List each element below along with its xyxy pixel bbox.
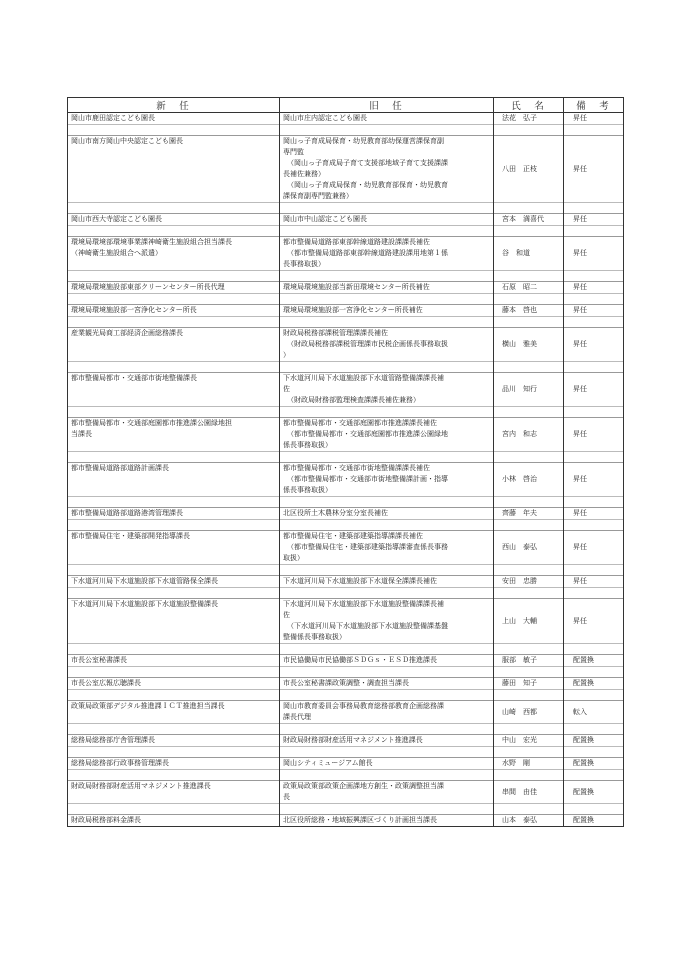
old-position-line: （都市整備局道路部東部幹線道路建設課用地第１係	[287, 249, 448, 257]
cell-new-position	[68, 815, 280, 827]
new-position-line: 産業観光局商工部経済企画総務課長	[71, 329, 183, 337]
spacer-cell	[494, 747, 564, 758]
spacer-cell	[68, 203, 280, 214]
old-position-line: 都市整備局住宅・建築部建築指導課課長補佐	[283, 532, 423, 540]
old-position-line: 岡山市教育委員会事務局教育総務部教育企画総務課	[283, 702, 444, 710]
cell-new-position	[68, 463, 280, 497]
old-position-line: （都市整備局住宅・建築部建築指導課審査係長事務	[287, 543, 448, 551]
spacer-cell	[280, 407, 494, 418]
old-position-line: 課保育副専門監兼務）	[283, 192, 353, 200]
header-name: 氏 名	[494, 98, 564, 113]
spacer-cell	[564, 724, 624, 735]
new-position-line: 環境局環境施設部一宮浄化センター所長	[71, 306, 197, 314]
cell-new-position	[68, 113, 280, 125]
spacer-cell	[68, 271, 280, 282]
table-row	[68, 463, 624, 497]
header-row	[68, 98, 624, 113]
spacer-cell	[494, 644, 564, 655]
spacer-row	[68, 203, 624, 214]
cell-person-name: 西山 泰弘	[494, 531, 564, 565]
old-position-line: ）	[283, 351, 290, 359]
table-row	[68, 531, 624, 565]
spacer-cell	[280, 226, 494, 237]
cell-remark: 昇任	[564, 576, 624, 588]
spacer-cell	[494, 804, 564, 815]
new-position-line: 都市整備局都市・交通部市街地整備課長	[71, 374, 197, 382]
spacer-cell	[564, 588, 624, 599]
spacer-cell	[494, 565, 564, 576]
table-row	[68, 735, 624, 747]
spacer-row	[68, 644, 624, 655]
new-position-line: 政策局政策部デジタル推進課ＩＣＴ推進担当課長	[71, 702, 225, 710]
spacer-row	[68, 226, 624, 237]
old-position-line: 岡山市庄内認定こども園長	[283, 114, 367, 122]
spacer-cell	[564, 690, 624, 701]
cell-person-name: 宮本 満喜代	[494, 214, 564, 226]
new-position-line: 岡山市鹿田認定こども園長	[71, 114, 155, 122]
new-position-line: 都市整備局道路部道路計画課長	[71, 464, 169, 472]
new-position-line: 岡山市西大寺認定こども園長	[71, 215, 162, 223]
spacer-cell	[494, 294, 564, 305]
cell-person-name: 藤本 啓也	[494, 305, 564, 317]
spacer-cell	[68, 520, 280, 531]
spacer-cell	[68, 804, 280, 815]
spacer-cell	[280, 520, 494, 531]
new-position-line: 市長公室秘書課長	[71, 656, 127, 664]
table-row	[68, 508, 624, 520]
spacer-cell	[564, 497, 624, 508]
cell-old-position	[280, 113, 494, 125]
cell-old-position	[280, 282, 494, 294]
spacer-cell	[564, 770, 624, 781]
cell-remark: 昇任	[564, 328, 624, 362]
spacer-cell	[564, 667, 624, 678]
table-row	[68, 701, 624, 724]
spacer-cell	[564, 452, 624, 463]
cell-old-position	[280, 418, 494, 452]
old-position-line: 佐	[283, 611, 290, 619]
old-position-line: （都市整備局都市・交通部市街地整備課計画・指導	[287, 475, 448, 483]
cell-new-position	[68, 599, 280, 644]
table-row	[68, 328, 624, 362]
cell-new-position	[68, 418, 280, 452]
old-position-line: 専門監	[283, 148, 304, 156]
spacer-cell	[68, 690, 280, 701]
new-position-line: 財政局税務部料金課長	[71, 816, 141, 824]
spacer-cell	[280, 452, 494, 463]
old-position-line: 政策局政策部政策企画課地方創生・政策調整担当課	[283, 782, 444, 790]
spacer-row	[68, 294, 624, 305]
old-position-line: （岡山っ子育成局子育て支援部地域子育て支援課課	[287, 159, 448, 167]
new-position-line: 市長公室広報広聴課長	[71, 679, 141, 687]
old-position-line: 都市整備局都市・交通部市街地整備課課長補佐	[283, 464, 430, 472]
spacer-cell	[280, 644, 494, 655]
cell-person-name: 串間 由佳	[494, 781, 564, 804]
old-position-line: 岡山っ子育成局保育・幼児教育部幼保運営課保育副	[283, 137, 444, 145]
old-position-line: 佐	[283, 385, 290, 393]
spacer-cell	[68, 125, 280, 136]
spacer-cell	[494, 407, 564, 418]
new-position-line: 当課長	[71, 430, 92, 438]
old-position-line: 係長事務取扱）	[283, 441, 332, 449]
table-row	[68, 282, 624, 294]
old-position-line: 環境局環境施設部一宮浄化センター所長補佐	[283, 306, 423, 314]
table-body	[68, 113, 624, 827]
header-old: 旧 任	[280, 98, 494, 113]
spacer-cell	[280, 747, 494, 758]
cell-remark: 配置換	[564, 735, 624, 747]
new-position-line: 都市整備局住宅・建築部開発指導課長	[71, 532, 190, 540]
cell-new-position	[68, 508, 280, 520]
table-row	[68, 113, 624, 125]
cell-old-position	[280, 305, 494, 317]
spacer-cell	[494, 203, 564, 214]
cell-person-name: 法花 弘子	[494, 113, 564, 125]
spacer-cell	[494, 226, 564, 237]
personnel-table	[67, 97, 624, 827]
new-position-line: （神崎衛生施設組合へ派遣）	[71, 249, 162, 257]
old-position-line: 係長事務取扱）	[283, 486, 332, 494]
spacer-row	[68, 497, 624, 508]
old-position-line: 下水道河川局下水道施設部下水道保全課課長補佐	[283, 577, 437, 585]
old-position-line: 下水道河川局下水道施設部下水道施設整備課課長補	[283, 600, 444, 608]
cell-person-name: 谷 和道	[494, 237, 564, 271]
spacer-cell	[564, 203, 624, 214]
spacer-cell	[280, 497, 494, 508]
spacer-row	[68, 407, 624, 418]
old-position-line: （財政局財務部監理検査課課長補佐兼務）	[287, 396, 420, 404]
old-position-line: 市民協働局市民協働部ＳＤＧｓ・ＥＳＤ推進課長	[283, 656, 437, 664]
spacer-cell	[280, 724, 494, 735]
spacer-cell	[68, 294, 280, 305]
spacer-cell	[494, 520, 564, 531]
old-position-line: 岡山シティミュージアム館長	[283, 759, 373, 767]
cell-remark: 昇任	[564, 531, 624, 565]
cell-person-name: 水野 剛	[494, 758, 564, 770]
cell-remark: 配置換	[564, 655, 624, 667]
old-position-line: 北区役所総務・地域振興課区づくり計画担当課長	[283, 816, 437, 824]
header-note: 備 考	[564, 98, 624, 113]
old-position-line: 岡山市中山認定こども園長	[283, 215, 367, 223]
table-row	[68, 599, 624, 644]
cell-old-position	[280, 214, 494, 226]
cell-remark: 昇任	[564, 113, 624, 125]
table-row	[68, 136, 624, 203]
cell-remark: 昇任	[564, 599, 624, 644]
cell-remark: 昇任	[564, 282, 624, 294]
cell-remark: 昇任	[564, 463, 624, 497]
cell-new-position	[68, 655, 280, 667]
cell-remark: 昇任	[564, 418, 624, 452]
cell-person-name: 山崎 西都	[494, 701, 564, 724]
table-row	[68, 655, 624, 667]
cell-remark: 昇任	[564, 305, 624, 317]
spacer-cell	[280, 565, 494, 576]
new-position-line: 都市整備局都市・交通部庭園都市推進課公園緑地担	[71, 419, 232, 427]
old-position-line: 長	[283, 793, 290, 801]
spacer-cell	[280, 667, 494, 678]
spacer-cell	[280, 770, 494, 781]
old-position-line: （下水道河川局下水道施設部下水道施設整備課基盤	[287, 622, 448, 630]
spacer-cell	[564, 520, 624, 531]
old-position-line: 財政局税務部課税管理課課長補佐	[283, 329, 388, 337]
spacer-cell	[564, 407, 624, 418]
cell-old-position	[280, 373, 494, 407]
spacer-row	[68, 565, 624, 576]
old-position-line: 整備係長事務取扱）	[283, 633, 346, 641]
cell-old-position	[280, 758, 494, 770]
spacer-cell	[68, 407, 280, 418]
table-row	[68, 305, 624, 317]
spacer-row	[68, 667, 624, 678]
cell-new-position	[68, 328, 280, 362]
cell-remark: 配置換	[564, 781, 624, 804]
spacer-cell	[68, 452, 280, 463]
cell-person-name: 安田 忠勝	[494, 576, 564, 588]
cell-old-position	[280, 463, 494, 497]
old-position-line: 環境局環境施設部当新田環境センター所長補佐	[283, 283, 430, 291]
cell-person-name: 藤田 知子	[494, 678, 564, 690]
table-row	[68, 781, 624, 804]
cell-person-name: 山本 泰弘	[494, 815, 564, 827]
new-position-line: 総務局総務部行政事務管理課長	[71, 759, 169, 767]
cell-person-name: 石原 昭二	[494, 282, 564, 294]
spacer-cell	[280, 804, 494, 815]
spacer-row	[68, 125, 624, 136]
spacer-cell	[68, 565, 280, 576]
table-row	[68, 237, 624, 271]
spacer-cell	[494, 770, 564, 781]
table-row	[68, 758, 624, 770]
cell-new-position	[68, 781, 280, 804]
new-position-line: 環境局環境施設部東部クリーンセンター所長代理	[71, 283, 225, 291]
spacer-cell	[494, 271, 564, 282]
spacer-cell	[68, 747, 280, 758]
table-row	[68, 373, 624, 407]
cell-remark: 昇任	[564, 373, 624, 407]
spacer-cell	[280, 588, 494, 599]
cell-remark: 昇任	[564, 214, 624, 226]
cell-new-position	[68, 214, 280, 226]
old-position-line: （都市整備局都市・交通部庭園都市推進課公園緑地	[287, 430, 448, 438]
new-position-line: 環境局環境部環境事業課神崎衛生施設組合担当課長	[71, 238, 232, 246]
spacer-cell	[564, 294, 624, 305]
cell-new-position	[68, 237, 280, 271]
old-position-line: 取扱）	[283, 554, 304, 562]
cell-remark: 配置換	[564, 678, 624, 690]
cell-person-name: 上山 大輔	[494, 599, 564, 644]
cell-old-position	[280, 599, 494, 644]
old-position-line: 市長公室秘書課政策調整・調査担当課長	[283, 679, 409, 687]
cell-person-name: 横山 雅美	[494, 328, 564, 362]
spacer-row	[68, 452, 624, 463]
cell-remark: 配置換	[564, 758, 624, 770]
spacer-cell	[494, 317, 564, 328]
old-position-line: 都市整備局都市・交通部庭園都市推進課課長補佐	[283, 419, 437, 427]
cell-old-position	[280, 815, 494, 827]
spacer-cell	[564, 804, 624, 815]
table-row	[68, 214, 624, 226]
cell-new-position	[68, 758, 280, 770]
spacer-cell	[68, 644, 280, 655]
spacer-cell	[564, 317, 624, 328]
cell-old-position	[280, 678, 494, 690]
spacer-row	[68, 317, 624, 328]
old-position-line: 北区役所土木農林分室分室長補佐	[283, 509, 388, 517]
spacer-cell	[494, 125, 564, 136]
header-new: 新 任	[68, 98, 280, 113]
cell-new-position	[68, 305, 280, 317]
spacer-cell	[68, 588, 280, 599]
cell-person-name: 服部 敏子	[494, 655, 564, 667]
old-position-line: 課長代理	[283, 713, 311, 721]
spacer-cell	[280, 294, 494, 305]
old-position-line: 都市整備局道路部東部幹線道路建設課課長補佐	[283, 238, 430, 246]
spacer-cell	[564, 747, 624, 758]
spacer-cell	[68, 226, 280, 237]
spacer-row	[68, 362, 624, 373]
cell-old-position	[280, 531, 494, 565]
cell-remark: 配置換	[564, 815, 624, 827]
spacer-cell	[280, 690, 494, 701]
cell-old-position	[280, 655, 494, 667]
spacer-cell	[494, 497, 564, 508]
spacer-cell	[494, 588, 564, 599]
table-row	[68, 418, 624, 452]
spacer-row	[68, 747, 624, 758]
new-position-line: 岡山市南方岡山中央認定こども園長	[71, 137, 183, 145]
cell-old-position	[280, 508, 494, 520]
old-position-line: 財政局財務部財産活用マネジメント推進課長	[283, 736, 423, 744]
table-row	[68, 678, 624, 690]
cell-old-position	[280, 136, 494, 203]
cell-old-position	[280, 328, 494, 362]
cell-new-position	[68, 678, 280, 690]
cell-old-position	[280, 576, 494, 588]
new-position-line: 下水道河川局下水道施設部下水道管路保全課長	[71, 577, 218, 585]
spacer-row	[68, 804, 624, 815]
spacer-cell	[564, 125, 624, 136]
spacer-cell	[68, 667, 280, 678]
old-position-line: （岡山っ子育成局保育・幼児教育部保育・幼児教育	[287, 181, 448, 189]
old-position-line: 長事務取扱）	[283, 260, 325, 268]
spacer-cell	[68, 497, 280, 508]
spacer-cell	[564, 644, 624, 655]
spacer-cell	[494, 362, 564, 373]
spacer-cell	[280, 362, 494, 373]
new-position-line: 総務局総務部庁舎管理課長	[71, 736, 155, 744]
spacer-cell	[280, 203, 494, 214]
spacer-cell	[68, 724, 280, 735]
cell-new-position	[68, 136, 280, 203]
spacer-row	[68, 588, 624, 599]
old-position-line: 下水道河川局下水道施設部下水道管路整備課課長補	[283, 374, 444, 382]
new-position-line: 財政局財務部財産活用マネジメント推進課長	[71, 782, 211, 790]
cell-old-position	[280, 237, 494, 271]
new-position-line: 都市整備局道路部道路港湾管理課長	[71, 509, 183, 517]
cell-person-name: 小林 啓治	[494, 463, 564, 497]
cell-person-name: 齊藤 年夫	[494, 508, 564, 520]
spacer-cell	[280, 317, 494, 328]
spacer-cell	[68, 770, 280, 781]
spacer-cell	[564, 565, 624, 576]
spacer-cell	[280, 125, 494, 136]
cell-new-position	[68, 701, 280, 724]
cell-old-position	[280, 781, 494, 804]
spacer-row	[68, 520, 624, 531]
spacer-cell	[280, 271, 494, 282]
table-row	[68, 576, 624, 588]
cell-remark: 昇任	[564, 237, 624, 271]
old-position-line: （財政局税務部課税管理課市民税企画係長事務取扱	[287, 340, 448, 348]
table-row	[68, 815, 624, 827]
cell-new-position	[68, 735, 280, 747]
spacer-row	[68, 724, 624, 735]
spacer-cell	[564, 226, 624, 237]
cell-remark: 昇任	[564, 136, 624, 203]
cell-new-position	[68, 373, 280, 407]
cell-new-position	[68, 531, 280, 565]
cell-old-position	[280, 735, 494, 747]
cell-person-name: 宮内 和志	[494, 418, 564, 452]
spacer-cell	[494, 667, 564, 678]
spacer-cell	[494, 452, 564, 463]
cell-new-position	[68, 282, 280, 294]
spacer-cell	[68, 362, 280, 373]
cell-person-name: 八田 正枝	[494, 136, 564, 203]
new-position-line: 下水道河川局下水道施設部下水道施設整備課長	[71, 600, 218, 608]
spacer-row	[68, 271, 624, 282]
cell-remark: 昇任	[564, 508, 624, 520]
spacer-cell	[564, 271, 624, 282]
cell-remark: 転入	[564, 701, 624, 724]
spacer-row	[68, 690, 624, 701]
spacer-cell	[494, 690, 564, 701]
cell-person-name: 品川 知行	[494, 373, 564, 407]
cell-old-position	[280, 701, 494, 724]
cell-person-name: 中山 宏光	[494, 735, 564, 747]
spacer-cell	[68, 317, 280, 328]
spacer-row	[68, 770, 624, 781]
spacer-cell	[494, 724, 564, 735]
cell-new-position	[68, 576, 280, 588]
old-position-line: 長補佐兼務）	[283, 170, 325, 178]
spacer-cell	[564, 362, 624, 373]
